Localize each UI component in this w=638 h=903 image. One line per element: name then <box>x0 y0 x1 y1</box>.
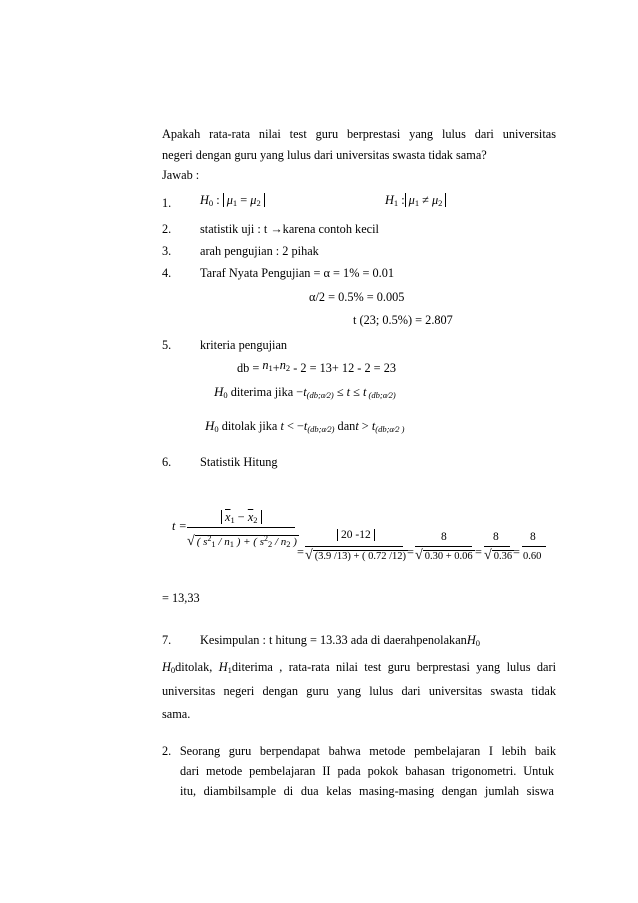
fraction-4-denominator: √ 0.36 <box>484 548 513 563</box>
step-6-text: Statistik Hitung <box>200 455 278 469</box>
fraction-2-bar <box>305 546 403 547</box>
conclusion-line-3: sama. <box>162 707 191 721</box>
next-question-line-2: dari metode pembelajaran II pada pokok bahasan trigonometri. Untuk <box>180 764 554 778</box>
step-1-number: 1. <box>162 196 172 210</box>
formula-equals-3: = <box>475 545 482 559</box>
jawab-label: Jawab : <box>162 168 200 182</box>
question-line-1: Apakah rata-rata nilai test guru berprestasi yang lulus dari universitas <box>162 127 556 141</box>
step-4-number: 4. <box>162 266 172 280</box>
step-3-number: 3. <box>162 244 172 258</box>
step-2-number: 2. <box>162 222 172 236</box>
conclusion-line-1: $H_0ditolak$, $H_1diterima$ , rata-rata nilai test guru berprestasi yang lulus dari <box>162 660 556 675</box>
step-6-number: 6. <box>162 455 172 469</box>
formula-equals-4: = <box>513 545 520 559</box>
null-hypothesis: $H_0$ : $\mu_1 = \mu_2$ <box>200 193 265 211</box>
fraction-5-bar <box>522 546 546 547</box>
fraction-3-bar <box>415 546 472 547</box>
formula-t-equals: t = <box>172 519 187 533</box>
fraction-2-numerator: 20 -12 <box>337 528 375 543</box>
formula-numerator: $\overline{x}_1 - \overline{x}_2$ <box>221 510 262 528</box>
formula-equals-1: = <box>297 545 304 559</box>
step-7-conclusion: Kesimpulan : t hitung = 13.33 ada di daerahpenolakanH$_0$ <box>200 633 480 648</box>
step-4-text: Taraf Nyata Pengujian = α = 1% = 0.01 <box>200 266 395 280</box>
t-table-value: t (23; 0.5%) = 2.807 <box>353 313 453 327</box>
step-3-text: arah pengujian : 2 pihak <box>200 244 319 258</box>
step-5-text: kriteria pengujian <box>200 338 288 352</box>
step-5-number: 5. <box>162 338 172 352</box>
rejection-criterion: $H_0$ ditolak jika $t < -t_{(db;\alpha⁄2)}$ dant > $t_{(db;\alpha⁄2 )}$ <box>205 418 405 434</box>
fraction-4-numerator: 8 <box>493 531 499 543</box>
degrees-of-freedom: db = n1+n2 - 2 = 13+ 12 - 2 = 23 <box>237 358 396 375</box>
formula-equals-2: = <box>407 545 414 559</box>
acceptance-criterion: $H_0$ diterima jika $-t_{(db;\alpha⁄2)} \le t \le t$ $_{(db;\alpha⁄2)}$ <box>214 384 396 400</box>
conclusion-line-2: universitas negeri dengan guru yang lulus dari universitas swasta tidak <box>162 684 556 698</box>
alternative-hypothesis: $H_1$ : $\mu_1 \ne \mu_2$ <box>385 193 446 211</box>
formula-denominator: √ ( $s^2_1 / n_1$ ) + ( $s^2_2 / n_2$ ) <box>187 534 297 549</box>
fraction-2-denominator: √ (3.9 /13) + ( 0.72 /12) <box>305 548 407 563</box>
next-question-line-1: 2. Seorang guru berpendapat bahwa metode pembelajaran I lebih baik <box>162 744 556 758</box>
fraction-3-denominator: √ 0.30 + 0.06 <box>415 548 473 563</box>
question-line-2: negeri dengan guru yang lulus dari universitas swasta tidak sama? <box>162 148 487 162</box>
step-2-text: statistik uji : t →karena contoh kecil <box>200 222 379 236</box>
fraction-3-numerator: 8 <box>441 531 447 543</box>
fraction-5-numerator: 8 <box>530 531 536 543</box>
fraction-5-denominator: 0.60 <box>523 551 542 562</box>
alpha-half: α/2 = 0.5% = 0.005 <box>309 290 405 304</box>
formula-fraction-bar <box>187 527 295 528</box>
next-question-line-3: itu, diambilsample di dua kelas masing-masing dengan jumlah siswa <box>180 784 554 798</box>
computed-t-result: = 13,33 <box>162 591 200 605</box>
fraction-4-bar <box>484 546 510 547</box>
step-7-number: 7. <box>162 633 172 647</box>
